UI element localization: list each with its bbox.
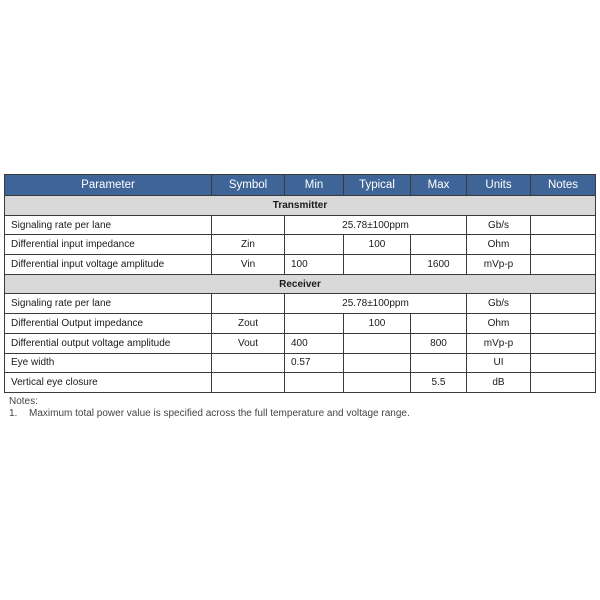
cell-max: 1600	[411, 255, 467, 275]
table-row	[5, 235, 596, 255]
cell-span-value: 25.78±100ppm	[285, 215, 467, 235]
cell-parameter: Differential Output impedance	[5, 314, 212, 334]
notes-title: Notes:	[9, 396, 38, 407]
section-title: Receiver	[5, 274, 596, 294]
note-item	[9, 408, 410, 420]
cell-typical	[344, 373, 411, 393]
cell-notes	[531, 373, 596, 393]
cell-parameter: Differential input impedance	[5, 235, 212, 255]
cell-symbol	[212, 294, 285, 314]
cell-parameter: Signaling rate per lane	[5, 215, 212, 235]
table-row	[5, 353, 596, 373]
cell-notes	[531, 294, 596, 314]
section-row-transmitter	[5, 196, 596, 216]
cell-notes	[531, 314, 596, 334]
header-notes: Notes	[531, 175, 596, 196]
cell-span-value: 25.78±100ppm	[285, 294, 467, 314]
header-max: Max	[411, 175, 467, 196]
table-row	[5, 373, 596, 393]
cell-units: dB	[467, 373, 531, 393]
section-row-receiver	[5, 274, 596, 294]
cell-parameter: Signaling rate per lane	[5, 294, 212, 314]
table-row	[5, 294, 596, 314]
cell-max: 5.5	[411, 373, 467, 393]
cell-units: Gb/s	[467, 294, 531, 314]
cell-symbol	[212, 353, 285, 373]
header-typical: Typical	[344, 175, 411, 196]
cell-parameter: Differential output voltage amplitude	[5, 333, 212, 353]
cell-units: Gb/s	[467, 215, 531, 235]
cell-units: UI	[467, 353, 531, 373]
cell-typical: 100	[344, 235, 411, 255]
cell-min: 400	[285, 333, 344, 353]
cell-max: 800	[411, 333, 467, 353]
cell-min	[285, 373, 344, 393]
table-row	[5, 314, 596, 334]
cell-notes	[531, 215, 596, 235]
cell-max	[411, 235, 467, 255]
cell-typical	[344, 255, 411, 275]
cell-typical: 100	[344, 314, 411, 334]
header-min: Min	[285, 175, 344, 196]
note-text: Maximum total power value is specified across the full temperature and voltage range.	[29, 408, 410, 419]
cell-units: Ohm	[467, 235, 531, 255]
cell-symbol: Vout	[212, 333, 285, 353]
table-header-row	[5, 175, 596, 196]
cell-symbol: Zout	[212, 314, 285, 334]
cell-max	[411, 314, 467, 334]
cell-min: 0.57	[285, 353, 344, 373]
cell-units: mVp-p	[467, 333, 531, 353]
cell-symbol	[212, 215, 285, 235]
header-symbol: Symbol	[212, 175, 285, 196]
cell-notes	[531, 353, 596, 373]
cell-units: mVp-p	[467, 255, 531, 275]
cell-notes	[531, 333, 596, 353]
cell-notes	[531, 255, 596, 275]
cell-parameter: Vertical eye closure	[5, 373, 212, 393]
cell-notes	[531, 235, 596, 255]
cell-typical	[344, 353, 411, 373]
cell-symbol: Vin	[212, 255, 285, 275]
notes-section	[9, 396, 410, 420]
note-number: 1.	[9, 408, 18, 419]
cell-min	[285, 314, 344, 334]
table-row	[5, 255, 596, 275]
header-parameter: Parameter	[5, 175, 212, 196]
cell-min: 100	[285, 255, 344, 275]
cell-units: Ohm	[467, 314, 531, 334]
cell-max	[411, 353, 467, 373]
cell-parameter: Eye width	[5, 353, 212, 373]
cell-parameter: Differential input voltage amplitude	[5, 255, 212, 275]
cell-symbol: Zin	[212, 235, 285, 255]
table-row	[5, 215, 596, 235]
cell-symbol	[212, 373, 285, 393]
cell-typical	[344, 333, 411, 353]
table-row	[5, 333, 596, 353]
header-units: Units	[467, 175, 531, 196]
specifications-table	[4, 174, 596, 393]
section-title: Transmitter	[5, 196, 596, 216]
cell-min	[285, 235, 344, 255]
